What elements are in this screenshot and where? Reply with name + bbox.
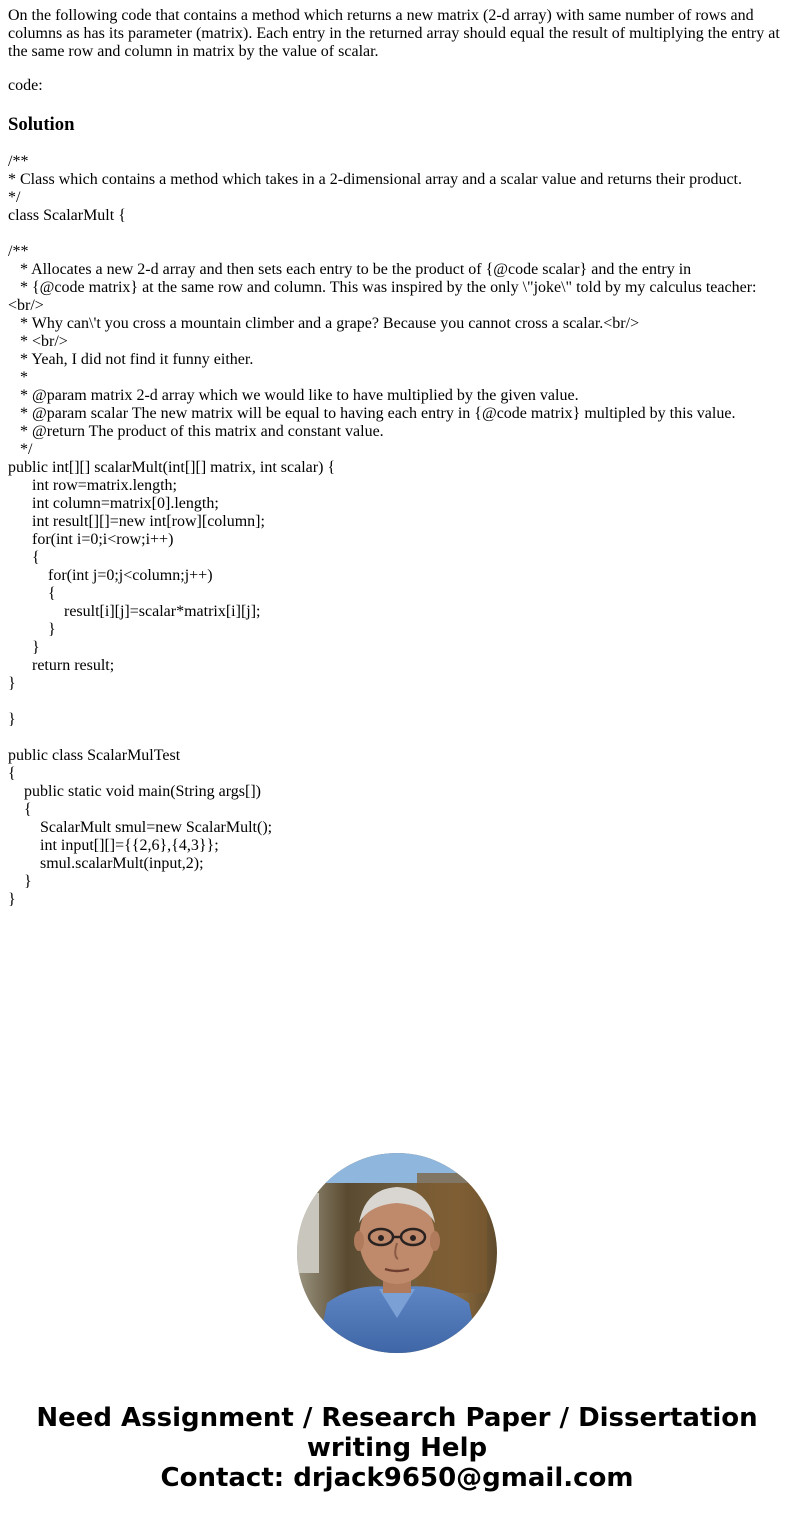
solution-heading: Solution [8,114,75,135]
code-line: * Yeah, I did not find it funny either. [8,351,254,368]
code-line: } [8,891,16,908]
author-photo [297,1153,497,1353]
footer-line-1: Need Assignment / Research Paper / Dissertation [36,1403,758,1433]
code-line: * Allocates a new 2-d array and then sets each entry to be the product of {@code scalar} and the entry in [8,261,692,278]
code-line: { [8,585,56,602]
code-line: for(int i=0;i<row;i++) [8,531,174,548]
code-line: ScalarMult smul=new ScalarMult(); [8,819,273,836]
code-line: smul.scalarMult(input,2); [8,855,204,872]
code-line [8,693,786,711]
code-line: } [8,711,16,728]
code-line: * Class which contains a method which takes in a 2-dimensional array and a scalar value and returns their product. [8,171,742,188]
code-line: * Why can\'t you cross a mountain climber and a grape? Because you cannot cross a scalar.<br/> [8,315,640,332]
code-line: { [8,549,40,566]
code-line: return result; [8,657,115,674]
code-line [8,225,786,243]
code-line: int column=matrix[0].length; [8,495,219,512]
code-line: } [8,675,16,692]
code-line [8,729,786,747]
footer-line-2: writing Help [306,1433,488,1463]
code-line: { [8,765,16,782]
code-line: * @return The product of this matrix and constant value. [8,423,384,440]
code-line: /** [8,243,29,260]
code-label: code: [8,77,43,94]
code-line: public int[][] scalarMult(int[][] matrix, int scalar) { [8,459,336,476]
code-line: * [8,369,28,386]
code-line: result[i][j]=scalar*matrix[i][j]; [8,603,261,620]
code-line: * {@code matrix} at the same row and column. This was inspired by the only \"joke\" told by my calculus teacher:<br/> [8,279,757,314]
code-block [8,153,786,909]
code-line: public class ScalarMulTest [8,747,181,764]
code-line: class ScalarMult { [8,207,126,224]
code-line: */ [8,441,33,458]
code-line: int row=matrix.length; [8,477,177,494]
code-line: * @param scalar The new matrix will be equal to having each entry in {@code matrix} multipled by this value. [8,405,736,422]
code-line: int result[][]=new int[row][column]; [8,513,265,530]
code-line: } [8,873,32,890]
code-line: public static void main(String args[]) [8,783,261,800]
footer-contact: Contact: drjack9650@gmail.com [160,1463,634,1493]
portrait-image [297,1153,497,1353]
code-line: { [8,801,32,818]
code-line: /** [8,153,29,170]
question-text: On the following code that contains a method which returns a new matrix (2-d array) with same number of rows and columns as has its parameter (matrix). Each entry in the returned array should equal the result of multiplying the entry at the same row and column in matrix by the value of scalar. [8,7,780,60]
code-line: */ [8,189,21,206]
code-line: } [8,621,56,638]
code-line: int input[][]={{2,6},{4,3}}; [8,837,219,854]
code-line: * @param matrix 2-d array which we would like to have multiplied by the given value. [8,387,579,404]
code-line: for(int j=0;j<column;j++) [8,567,213,584]
footer-banner [0,1403,794,1493]
code-line: } [8,639,40,656]
code-line: * <br/> [8,333,68,350]
document-body [8,7,786,909]
